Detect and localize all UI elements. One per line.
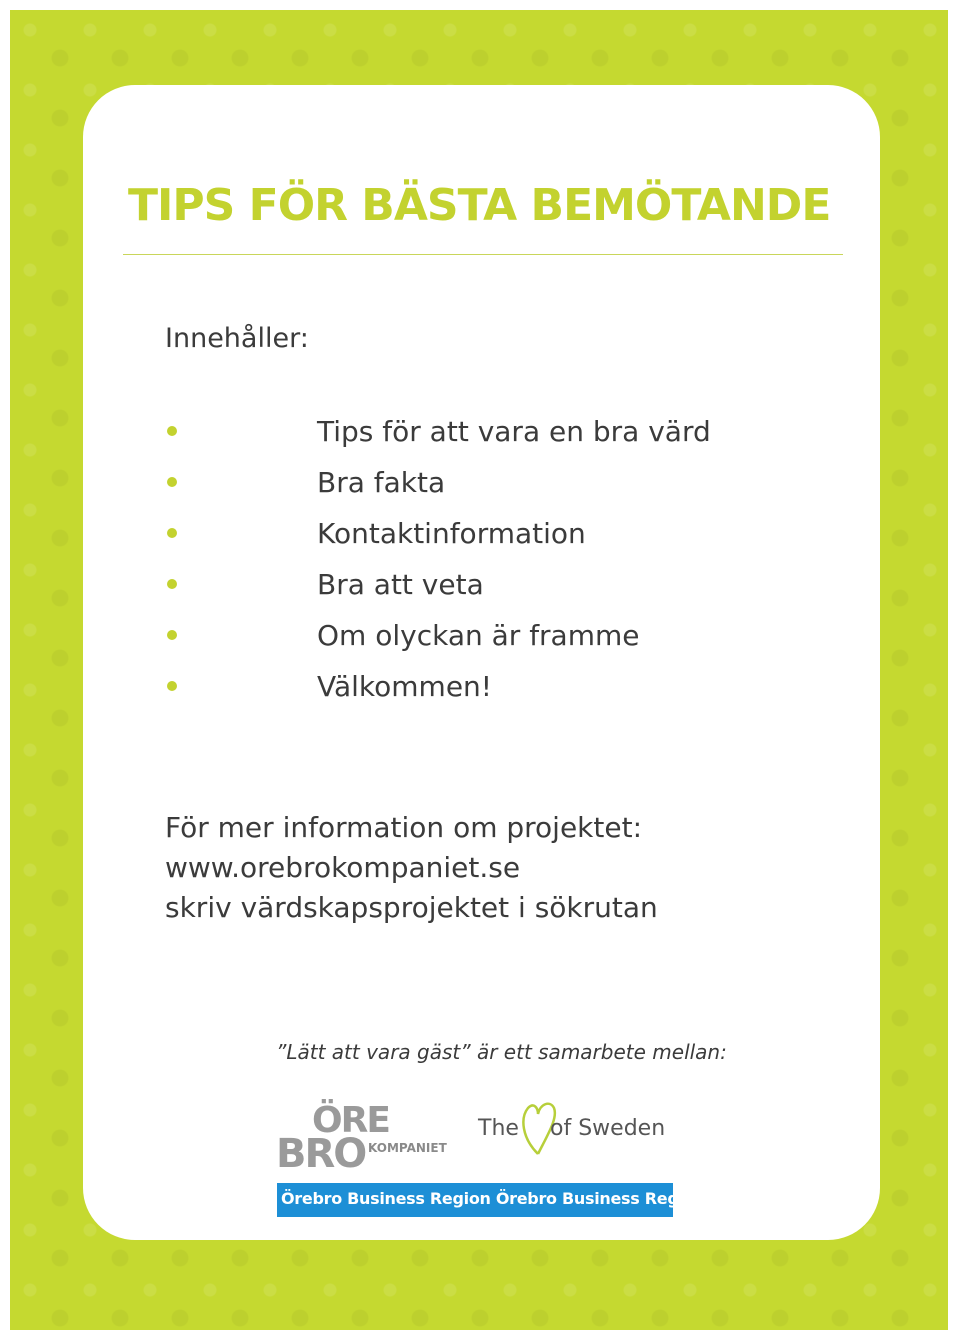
bullet-icon	[167, 477, 177, 487]
bullet-icon	[167, 528, 177, 538]
info-line: För mer information om projektet:	[165, 811, 643, 844]
logo-bro-text: BRO	[276, 1131, 366, 1177]
website-link[interactable]: www.orebrokompaniet.se	[165, 851, 521, 884]
logo-kompaniet-text: KOMPANIET	[368, 1141, 447, 1155]
bullet-icon	[167, 681, 177, 691]
content-card	[83, 85, 880, 1240]
page-title: TIPS FÖR BÄSTA BEMÖTANDE	[128, 180, 831, 231]
banner-text: Örebro Business Region Örebro Business Region Ö	[281, 1189, 725, 1208]
logo-of-sweden-text: of Sweden	[550, 1116, 666, 1141]
bullet-icon	[167, 630, 177, 640]
logo-ore-text: ÖRE	[312, 1100, 389, 1141]
title-divider	[123, 254, 843, 255]
business-region-banner	[277, 1183, 725, 1217]
heart-of-sweden-logo	[476, 1098, 676, 1164]
bullet-icon	[167, 579, 177, 589]
bullet-icon	[167, 426, 177, 436]
orebro-kompaniet-logo	[276, 1100, 466, 1177]
info-line: skriv värdskapsprojektet i sökrutan	[165, 891, 658, 924]
contains-label: Innehåller:	[165, 323, 309, 354]
more-info	[165, 808, 658, 928]
collaboration-text: ”Lätt att vara gäst” är ett samarbete mellan:	[276, 1040, 727, 1064]
logo-the-text: The	[478, 1116, 519, 1141]
